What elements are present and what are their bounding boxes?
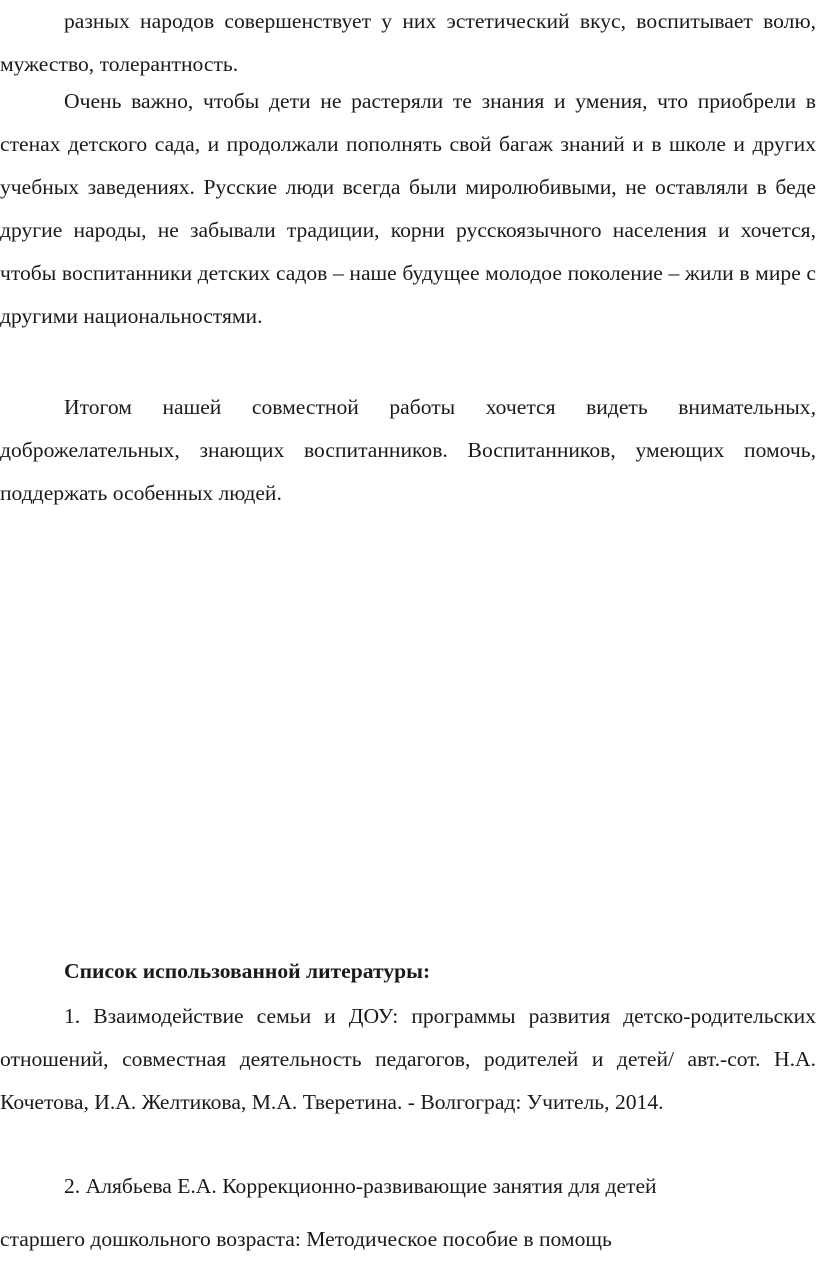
paragraph-continuation: разных народов совершенствует у них эстетический вкус, воспитывает волю, мужество, толерантность. xyxy=(0,9,816,76)
paragraph-conclusion: Итогом нашей совместной работы хочется видеть внимательных, доброжелательных, знающих воспитанников. Воспитанников, умеющих помочь, поддержать особенных людей. xyxy=(0,395,816,505)
reference-item-2: 2. Алябьева Е.А. Коррекционно-развивающие занятия для детей xyxy=(64,1174,657,1198)
reference-item-2-continuation: старшего дошкольного возраста: Методическое пособие в помощь xyxy=(0,1227,612,1251)
paragraph-knowledge: Очень важно, чтобы дети не растеряли те знания и умения, что приобрели в стенах детского сада, и продолжали пополнять свой багаж знаний и в школе и других учебных заведениях. Русские люди всегда были миролюбивыми, не оставляли в беде другие народы, не забывали традиции, корни русскоязычного населения и хочется, чтобы воспитанники детских садов – наше будущее молодое поколение – жили в мире с другими национальностями. xyxy=(0,89,816,328)
references-heading: Список использованной литературы: xyxy=(64,959,431,983)
reference-item-1: 1. Взаимодействие семьи и ДОУ: программы развития детско-родительских отношений, совместная деятельность педагогов, родителей и детей/ авт.-сот. Н.А. Кочетова, И.А. Желтикова, М.А. Тверетина. - Волгоград: Учитель, 2014. xyxy=(0,1004,816,1114)
